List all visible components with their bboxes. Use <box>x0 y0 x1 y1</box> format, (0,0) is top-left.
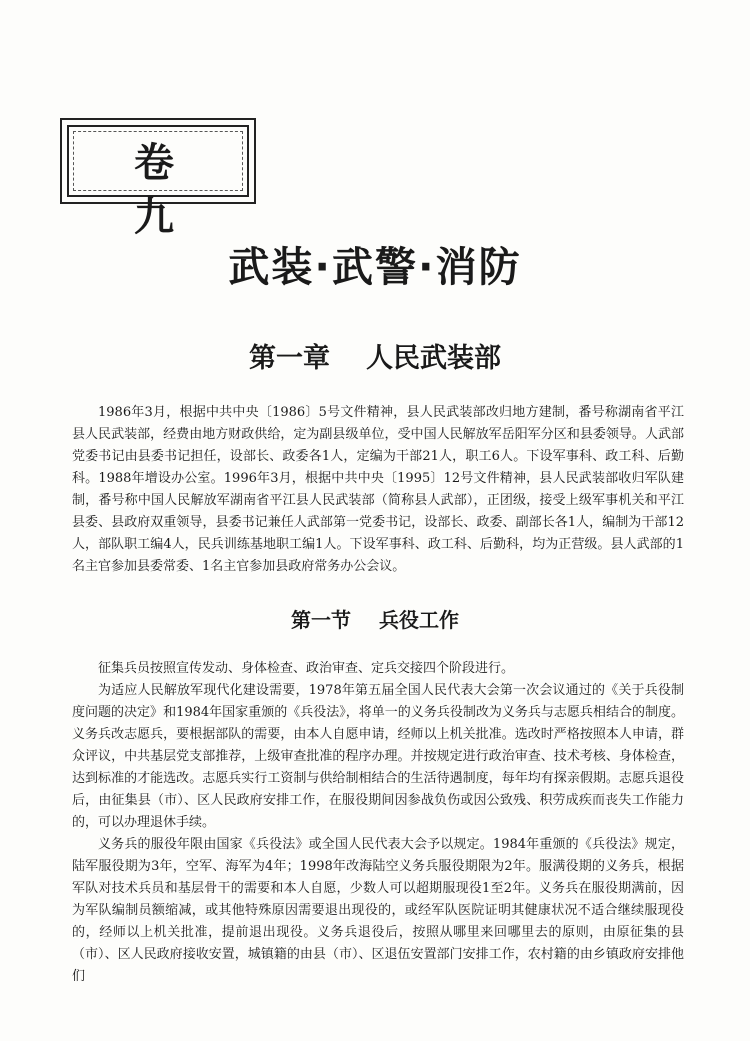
volume-frame <box>60 118 256 240</box>
paragraph: 征集兵员按照宣传发动、身体检查、政治审查、定兵交接四个阶段进行。 <box>98 661 515 676</box>
section-title <box>0 604 750 633</box>
paragraph: 1986年3月，根据中共中央〔1986〕5号文件精神，县人民武装部改归地方建制，番号称湖南省平江县人民武装部，经费由地方财政供给，定为副县级单位，受中国人民解放军岳阳军分区和县委领导。人武部党委书记由县委书记担任，设部长、政委各1人，定编为干部21人，职工6人。下设军事科、政工科、后勤科。1988年增设办公室。1996年3月，根据中共中央〔1995〕12号文件精神，县人民武装部收归军队建制，番号称中国人民解放军湖南省平江县人民武装部（简称县人武部），正团级，接受上级军事机关和平江县委、县政府双重领导，县委书记兼任人武部第一党委书记，设部长、政委、副部长各1人，编制为干部12人，部队职工编4人，民兵训练基地职工编1人。下设军事科、政工科、后勤科，均为正营级。县人武部的1名主官参加县委常委、1名主官参加县政府常务办公会议。 <box>72 405 684 574</box>
section-name: 兵役工作 <box>379 608 459 632</box>
chapter-title <box>0 336 750 375</box>
volume-label: 卷 九 <box>134 140 202 240</box>
chapter-intro <box>72 402 684 578</box>
chapter-name: 人民武装部 <box>366 343 501 374</box>
part-title: 武装·武警·消防 <box>228 243 522 291</box>
chapter-number: 第一章 <box>249 343 330 374</box>
section-body <box>72 658 684 988</box>
paragraph: 义务兵的服役年限由国家《兵役法》或全国人民代表大会予以规定。1984年重颁的《兵役法》规定，陆军服役期为3年，空军、海军为4年；1998年改海陆空义务兵服役期限为2年。服满役期的义务兵，根据军队对技术兵员和基层骨干的需要和本人自愿，少数人可以超期服现役1至2年。义务兵在服役期满前，因为军队编制员额缩减，或其他特殊原因需要退出现役的，或经军队医院证明其健康状况不适合继续服现役的，经师以上机关批准，提前退出现役。义务兵退役后，按照从哪里来回哪里去的原则，由原征集的县（市）、区人民政府接收安置，城镇籍的由县（市）、区退伍安置部门安排工作，农村籍的由乡镇政府安排他们 <box>72 837 684 984</box>
paragraph: 为适应人民解放军现代化建设需要，1978年第五届全国人民代表大会第一次会议通过的《关于兵役制度问题的决定》和1984年国家重颁的《兵役法》，将单一的义务兵役制改为义务兵与志愿兵相结合的制度。义务兵改志愿兵，要根据部队的需要，由本人自愿申请，经师以上机关批准。选改时严格按照本人申请，群众评议，中共基层党支部推荐，上级审查批准的程序办理。并按规定进行政治审查、技术考核、身体检查，达到标准的才能选改。志愿兵实行工资制与供给制相结合的生活待遇制度，每年均有探亲假期。志愿兵退役后，由征集县（市）、区人民政府安排工作，在服役期间因参战负伤或因公致残、积劳成疾而丧失工作能力的，可以办理退休手续。 <box>72 683 684 830</box>
section-number: 第一节 <box>291 608 351 632</box>
